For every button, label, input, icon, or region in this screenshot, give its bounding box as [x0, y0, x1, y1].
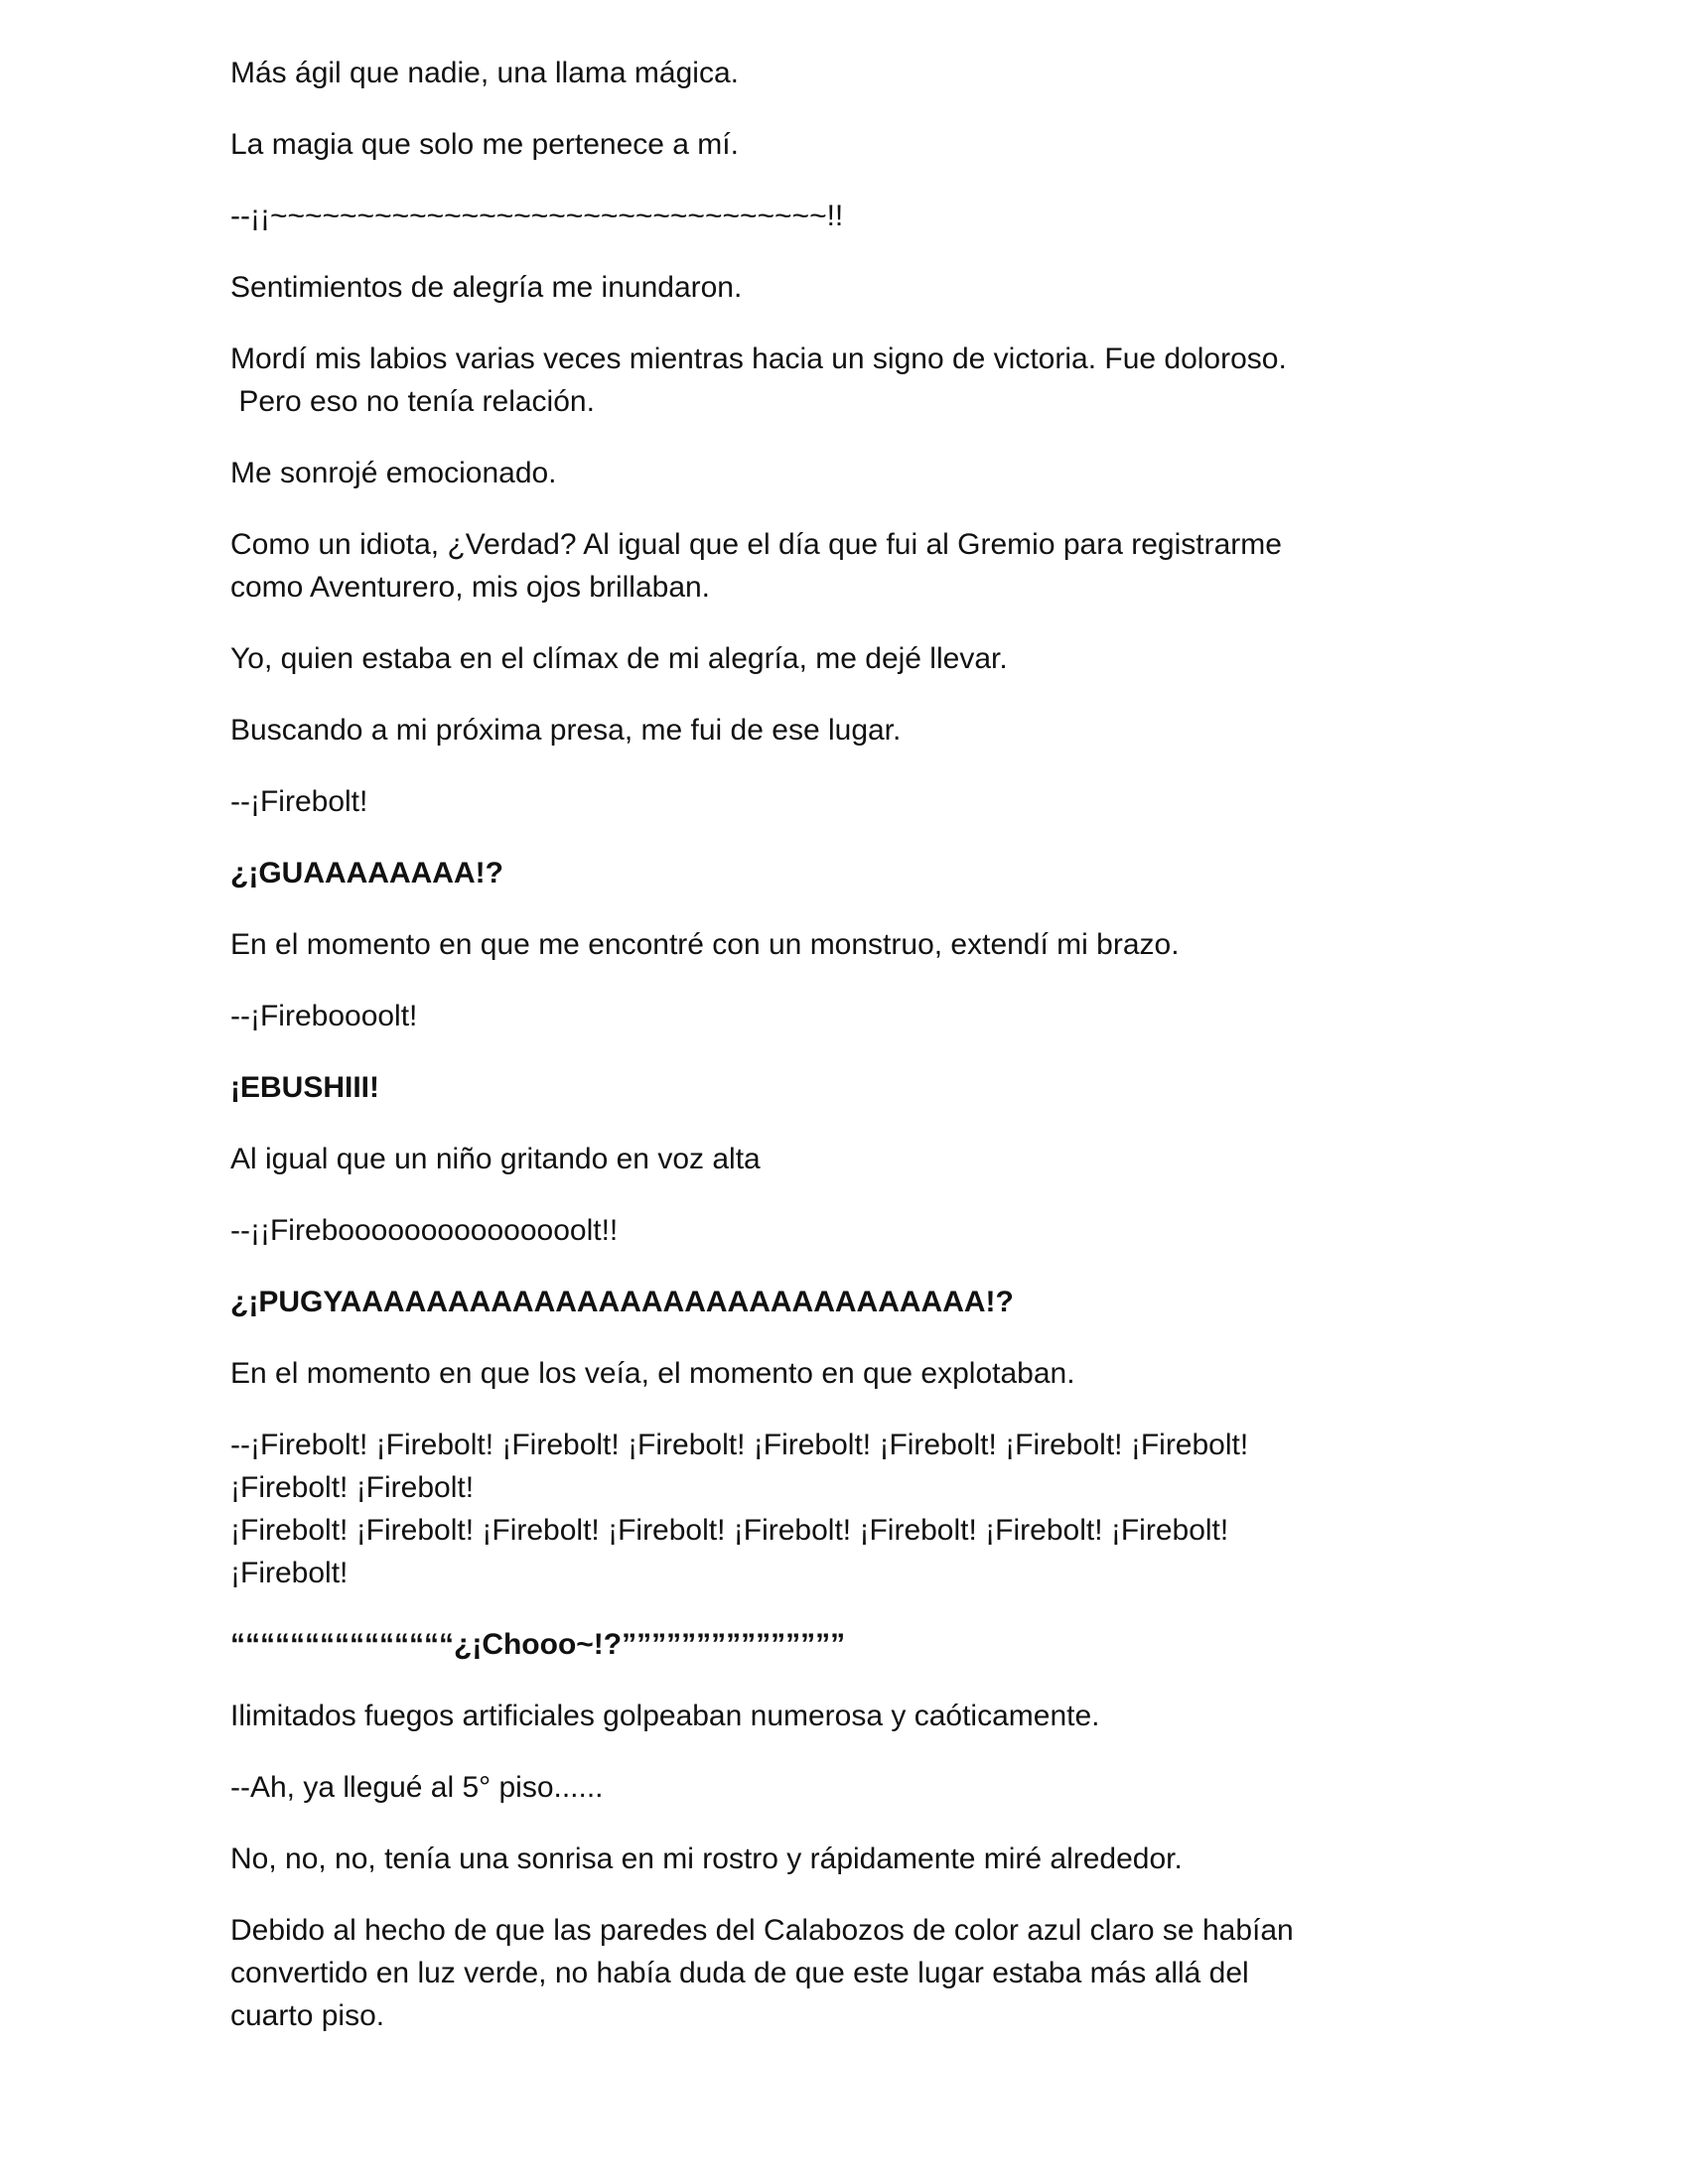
paragraph-9: Buscando a mi próxima presa, me fui de ese lugar. — [230, 714, 902, 747]
paragraph-16: --¡¡Firebooooooooooooooolt!! — [230, 1214, 619, 1247]
paragraph-24: Debido al hecho de que las paredes del Calabozos de color azul claro se habían convertido en luz verde, no había duda de que este lugar estaba más allá del cuarto piso. — [230, 1914, 1294, 2032]
paragraph-5: Mordí mis labios varias veces mientras hacia un signo de victoria. Fue doloroso. Pero eso no tenía relación. — [230, 342, 1287, 418]
paragraph-8: Yo, quien estaba en el clímax de mi alegría, me dejé llevar. — [230, 642, 1008, 675]
paragraph-7: Como un idiota, ¿Verdad? Al igual que el día que fui al Gremio para registrarme como Aventurero, mis ojos brillaban. — [230, 528, 1282, 604]
paragraph-21: Ilimitados fuegos artificiales golpeaban numerosa y caóticamente. — [230, 1700, 1100, 1732]
paragraph-11: ¿¡GUAAAAAAAA!? — [230, 857, 503, 889]
paragraph-15: Al igual que un niño gritando en voz alta — [230, 1143, 761, 1175]
paragraph-10: --¡Firebolt! — [230, 785, 368, 818]
paragraph-18: En el momento en que los veía, el momento en que explotaban. — [230, 1357, 1075, 1390]
paragraph-17: ¿¡PUGYAAAAAAAAAAAAAAAAAAAAAAAAAAAAAA!? — [230, 1286, 1014, 1318]
paragraph-12: En el momento en que me encontré con un monstruo, extendí mi brazo. — [230, 928, 1180, 961]
paragraph-13: --¡Fireboooolt! — [230, 1000, 418, 1032]
paragraph-3: --¡¡~~~~~~~~~~~~~~~~~~~~~~~~~~~~~~~~!! — [230, 200, 844, 232]
paragraph-6: Me sonrojé emocionado. — [230, 457, 557, 489]
document-page — [230, 52, 1442, 2066]
paragraph-4: Sentimientos de alegría me inundaron. — [230, 271, 743, 304]
paragraph-1: Más ágil que nadie, una llama mágica. — [230, 57, 739, 89]
paragraph-2: La magia que solo me pertenece a mí. — [230, 128, 739, 161]
paragraph-22: --Ah, ya llegué al 5° piso...... — [230, 1771, 604, 1804]
paragraph-19: --¡Firebolt! ¡Firebolt! ¡Firebolt! ¡Firebolt! ¡Firebolt! ¡Firebolt! ¡Firebolt! ¡Firebolt! ¡Firebolt! ¡Firebolt! ¡Firebolt! ¡Firebolt! ¡Firebolt! ¡Firebolt! ¡Firebolt! ¡Firebolt! ¡Firebolt! ¡Firebolt! ¡Firebolt! — [230, 1429, 1249, 1589]
paragraph-23: No, no, no, tenía una sonrisa en mi rostro y rápidamente miré alrededor. — [230, 1843, 1183, 1875]
paragraph-14: ¡EBUSHIII! — [230, 1071, 379, 1104]
paragraph-20: “““““““““““““““¿¡Chooo~!?””””””””””””””” — [230, 1628, 846, 1661]
